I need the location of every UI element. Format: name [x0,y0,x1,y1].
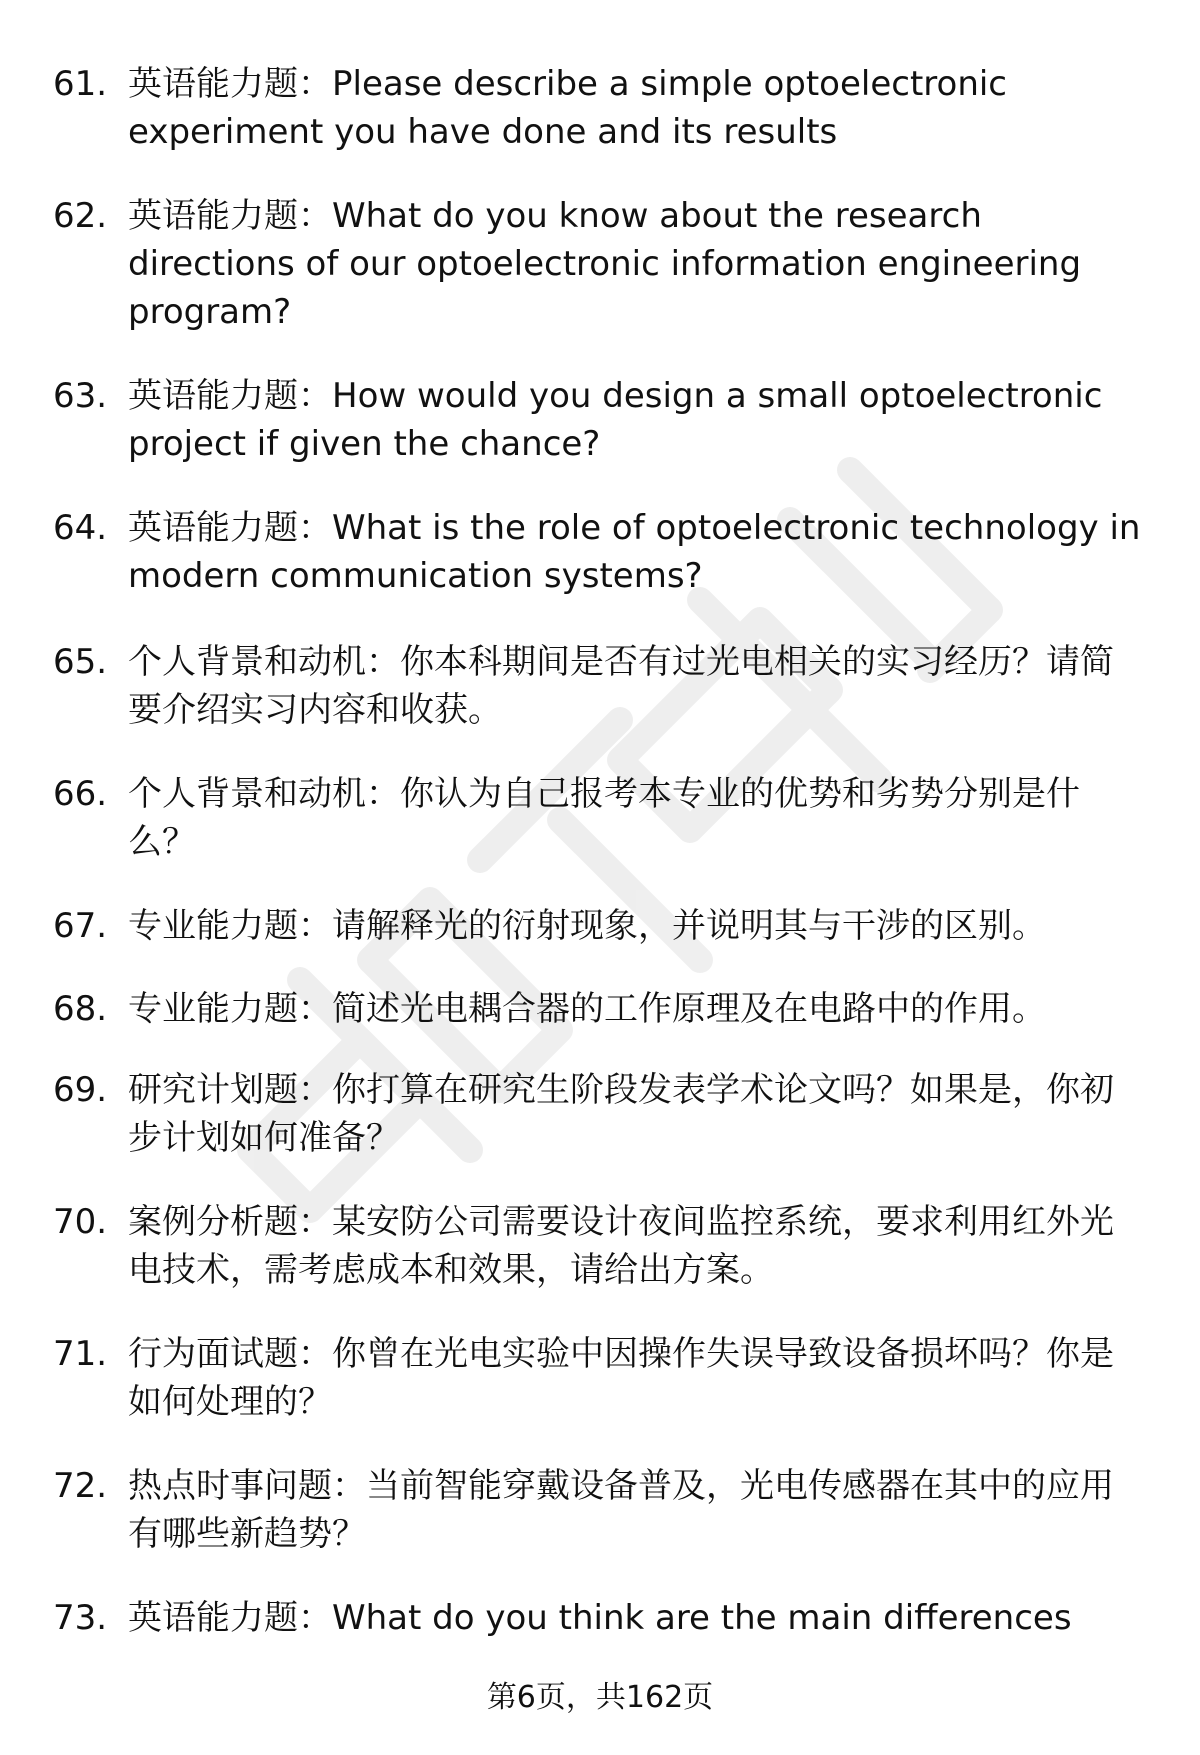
question-category: 研究计划题： [128,1070,332,1110]
question-body [128,985,1144,1033]
question-text: 简述光电耦合器的工作原理及在电路中的作用。 [332,989,1046,1029]
question-category: 行为面试题： [128,1334,332,1374]
question-body [128,1198,1144,1294]
question-text: 你认为自己报考本专业的优势和劣势分别是什么？ [128,774,1080,862]
question-category: 案例分析题： [128,1202,332,1242]
question-number: 69. [53,1070,108,1110]
question-category: 英语能力题： [128,1598,332,1638]
question-text: 你本科期间是否有过光电相关的实习经历？请简要介绍实习内容和收获。 [128,642,1114,730]
question-body [128,1330,1144,1426]
question-text: How would you design a small optoelectronic project if given the chance? [128,376,1103,464]
question-number: 62. [53,196,108,236]
question-text: What do you know about the research directions of our optoelectronic information engineering program? [128,196,1082,332]
question-body [128,638,1144,734]
question-category: 专业能力题： [128,989,332,1029]
question-body [128,1594,1144,1642]
question-body [128,60,1144,156]
question-number: 70. [53,1202,108,1242]
question-body [128,504,1144,600]
question-number: 66. [53,774,108,814]
question-text: 你曾在光电实验中因操作失误导致设备损坏吗？你是如何处理的？ [128,1334,1114,1422]
question-body [128,192,1144,336]
question-body [128,1066,1144,1162]
question-number: 64. [53,508,108,548]
question-text: What do you think are the main differences [332,1598,1072,1638]
question-number: 65. [53,642,108,682]
question-category: 个人背景和动机： [128,642,400,682]
question-text: 请解释光的衍射现象，并说明其与干涉的区别。 [332,906,1046,946]
question-text: 当前智能穿戴设备普及，光电传感器在其中的应用有哪些新趋势？ [128,1466,1114,1554]
question-category: 专业能力题： [128,906,332,946]
question-category: 英语能力题： [128,64,332,104]
question-number: 68. [53,989,108,1029]
question-number: 61. [53,64,108,104]
question-text: 你打算在研究生阶段发表学术论文吗？如果是，你初步计划如何准备？ [128,1070,1114,1158]
question-body [128,372,1144,468]
question-number: 67. [53,906,108,946]
question-number: 72. [53,1466,108,1506]
question-category: 热点时事问题： [128,1466,366,1506]
question-text: What is the role of optoelectronic technology in modern communication systems? [128,508,1141,596]
question-body [128,1462,1144,1558]
question-category: 英语能力题： [128,196,332,236]
question-category: 英语能力题： [128,508,332,548]
question-text: Please describe a simple optoelectronic experiment you have done and its results [128,64,1008,152]
question-body [128,770,1144,866]
page-number-footer: 第6页，共162页 [486,1680,714,1715]
question-text: 某安防公司需要设计夜间监控系统，要求利用红外光电技术，需考虑成本和效果，请给出方案。 [128,1202,1114,1290]
question-number: 63. [53,376,108,416]
question-number: 71. [53,1334,108,1374]
question-number: 73. [53,1598,108,1638]
question-category: 个人背景和动机： [128,774,400,814]
question-body [128,902,1144,950]
question-category: 英语能力题： [128,376,332,416]
